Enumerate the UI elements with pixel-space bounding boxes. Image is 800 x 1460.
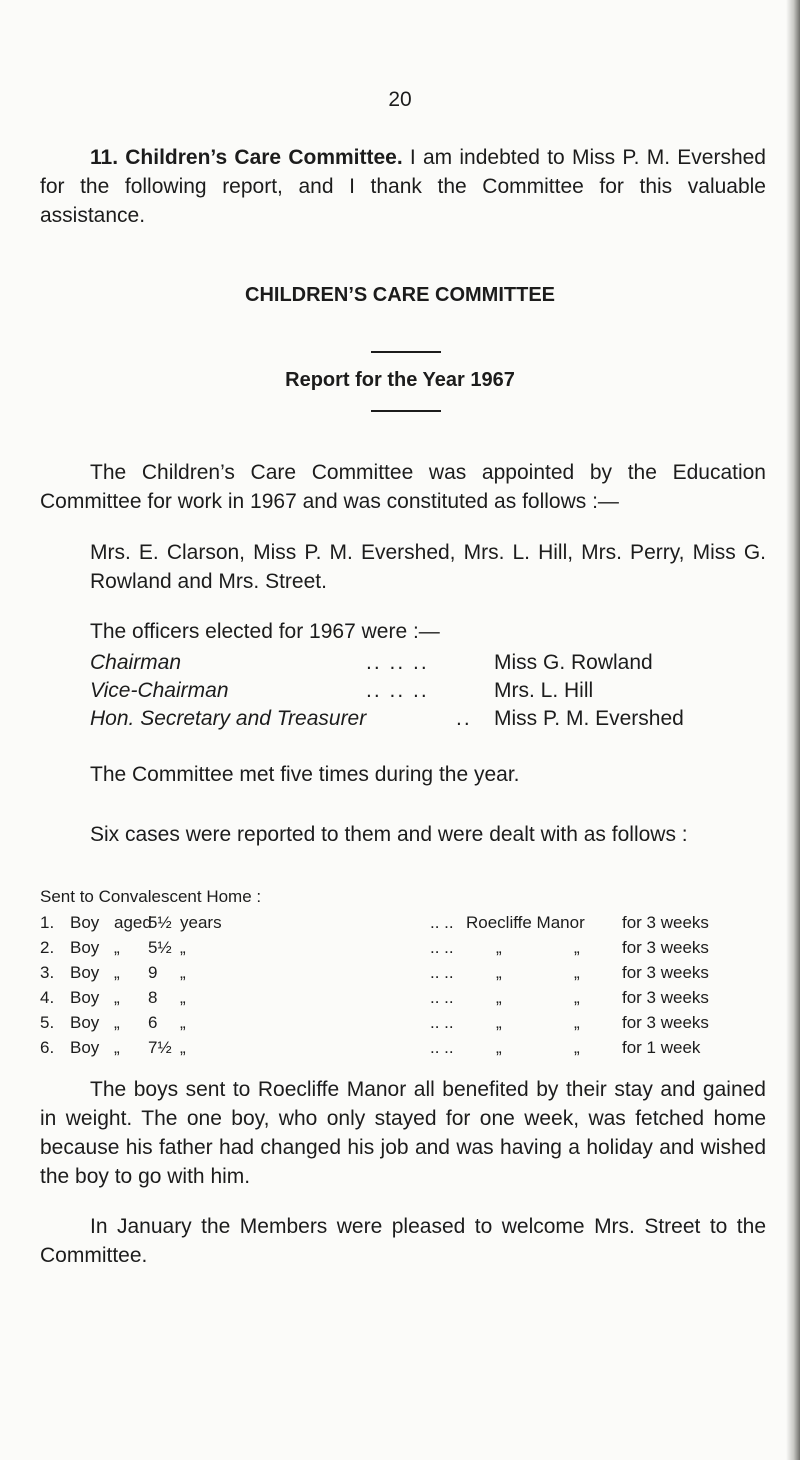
case-ditto: „ — [496, 1013, 502, 1032]
case-unit: „ — [180, 1013, 186, 1032]
case-age: 6 — [148, 1013, 158, 1032]
case-number: 6. — [40, 1038, 55, 1057]
officer-role: Vice-Chairman — [90, 679, 229, 702]
case-ditto: „ — [496, 938, 502, 957]
case-ditto: „ — [496, 963, 502, 982]
case-ditto: „ — [574, 963, 580, 982]
case-boy: Boy — [70, 1013, 100, 1032]
rule-bottom — [371, 410, 441, 412]
case-ditto: „ — [496, 1038, 502, 1057]
officers-intro: The officers elected for 1967 were :— — [90, 620, 440, 643]
case-number: 2. — [40, 938, 55, 957]
officer-name: Miss G. Rowland — [494, 651, 653, 674]
table-row — [40, 1038, 780, 1062]
intro-paragraph — [40, 143, 766, 230]
case-aged: „ — [114, 938, 120, 957]
intro-text: I am indebted to Miss P. M. Evershed for the following report, and I thank the Committee for this valuable assistance. — [40, 146, 766, 227]
case-aged: „ — [114, 963, 120, 982]
case-boy: Boy — [70, 913, 100, 932]
case-unit: „ — [180, 938, 186, 957]
table-row — [40, 988, 780, 1012]
rule-top — [371, 351, 441, 353]
table-row — [40, 1013, 780, 1037]
case-duration: for 3 weeks — [622, 1013, 709, 1032]
section-lead: 11. Children’s Care Committee. — [90, 146, 403, 169]
case-unit: „ — [180, 988, 186, 1007]
case-dots: .. .. — [430, 913, 454, 932]
leader-dots: .. .. .. — [366, 651, 429, 674]
case-dots: .. .. — [430, 938, 454, 957]
case-boy: Boy — [70, 963, 100, 982]
january-paragraph: In January the Members were pleased to welcome Mrs. Street to the Committee. — [40, 1215, 766, 1267]
case-unit: years — [180, 913, 222, 932]
table-row — [40, 938, 780, 962]
case-ditto: „ — [574, 938, 580, 957]
committee-heading: CHILDREN’S CARE COMMITTEE — [245, 284, 555, 306]
case-boy: Boy — [70, 988, 100, 1007]
case-age: 9 — [148, 963, 158, 982]
case-number: 4. — [40, 988, 55, 1007]
case-aged: aged — [114, 913, 152, 932]
case-ditto: „ — [574, 1013, 580, 1032]
officer-row — [90, 651, 181, 675]
case-dots: .. .. — [430, 988, 454, 1007]
case-ditto: „ — [496, 988, 502, 1007]
page-edge-shadow — [786, 0, 800, 1460]
members-paragraph: Mrs. E. Clarson, Miss P. M. Evershed, Mrs. L. Hill, Mrs. Perry, Miss G. Rowland and Mrs. Street. — [90, 541, 766, 593]
case-boy: Boy — [70, 938, 100, 957]
case-aged: „ — [114, 1038, 120, 1057]
case-unit: „ — [180, 1038, 186, 1057]
benefit-paragraph: The boys sent to Roecliffe Manor all benefited by their stay and gained in weight. The one boy, who only stayed for one week, was fetched home because his father had changed his job and was having a holiday and wished the boy to go with him. — [40, 1078, 766, 1188]
case-number: 1. — [40, 913, 55, 932]
officer-role: Chairman — [90, 651, 182, 674]
case-ditto: „ — [574, 988, 580, 1007]
leader-dots: .. — [456, 707, 472, 730]
officer-role: Hon. Secretary and Treasurer — [90, 707, 367, 730]
officer-row — [90, 679, 229, 703]
case-duration: for 3 weeks — [622, 988, 709, 1007]
report-subheading: Report for the Year 1967 — [285, 369, 515, 391]
table-row — [40, 963, 780, 987]
case-duration: for 3 weeks — [622, 938, 709, 957]
case-number: 3. — [40, 963, 55, 982]
leader-dots: .. .. .. — [366, 679, 429, 702]
case-duration: for 3 weeks — [622, 963, 709, 982]
table-row — [40, 913, 780, 937]
case-aged: „ — [114, 1013, 120, 1032]
case-dots: .. .. — [430, 1013, 454, 1032]
page-number: 20 — [388, 88, 412, 111]
case-age: 5½ — [148, 913, 172, 932]
case-boy: Boy — [70, 1038, 100, 1057]
case-age: 8 — [148, 988, 158, 1007]
case-dots: .. .. — [430, 963, 454, 982]
officer-row — [90, 707, 366, 731]
case-number: 5. — [40, 1013, 55, 1032]
table-title: Sent to Convalescent Home : — [40, 887, 262, 906]
case-age: 5½ — [148, 938, 172, 957]
case-ditto: „ — [574, 1038, 580, 1057]
case-unit: „ — [180, 963, 186, 982]
case-place: Roecliffe Manor — [466, 913, 585, 932]
officer-name: Mrs. L. Hill — [494, 679, 594, 702]
officer-name: Miss P. M. Evershed — [494, 707, 684, 730]
case-aged: „ — [114, 988, 120, 1007]
case-duration: for 1 week — [622, 1038, 701, 1057]
case-dots: .. .. — [430, 1038, 454, 1057]
appointed-paragraph: The Children’s Care Committee was appointed by the Education Committee for work in 1967 and was constituted as follows :— — [40, 461, 766, 513]
case-age: 7½ — [148, 1038, 172, 1057]
met-line: The Committee met five times during the year. — [90, 763, 520, 786]
cases-line: Six cases were reported to them and were dealt with as follows : — [90, 823, 688, 846]
case-duration: for 3 weeks — [622, 913, 709, 932]
